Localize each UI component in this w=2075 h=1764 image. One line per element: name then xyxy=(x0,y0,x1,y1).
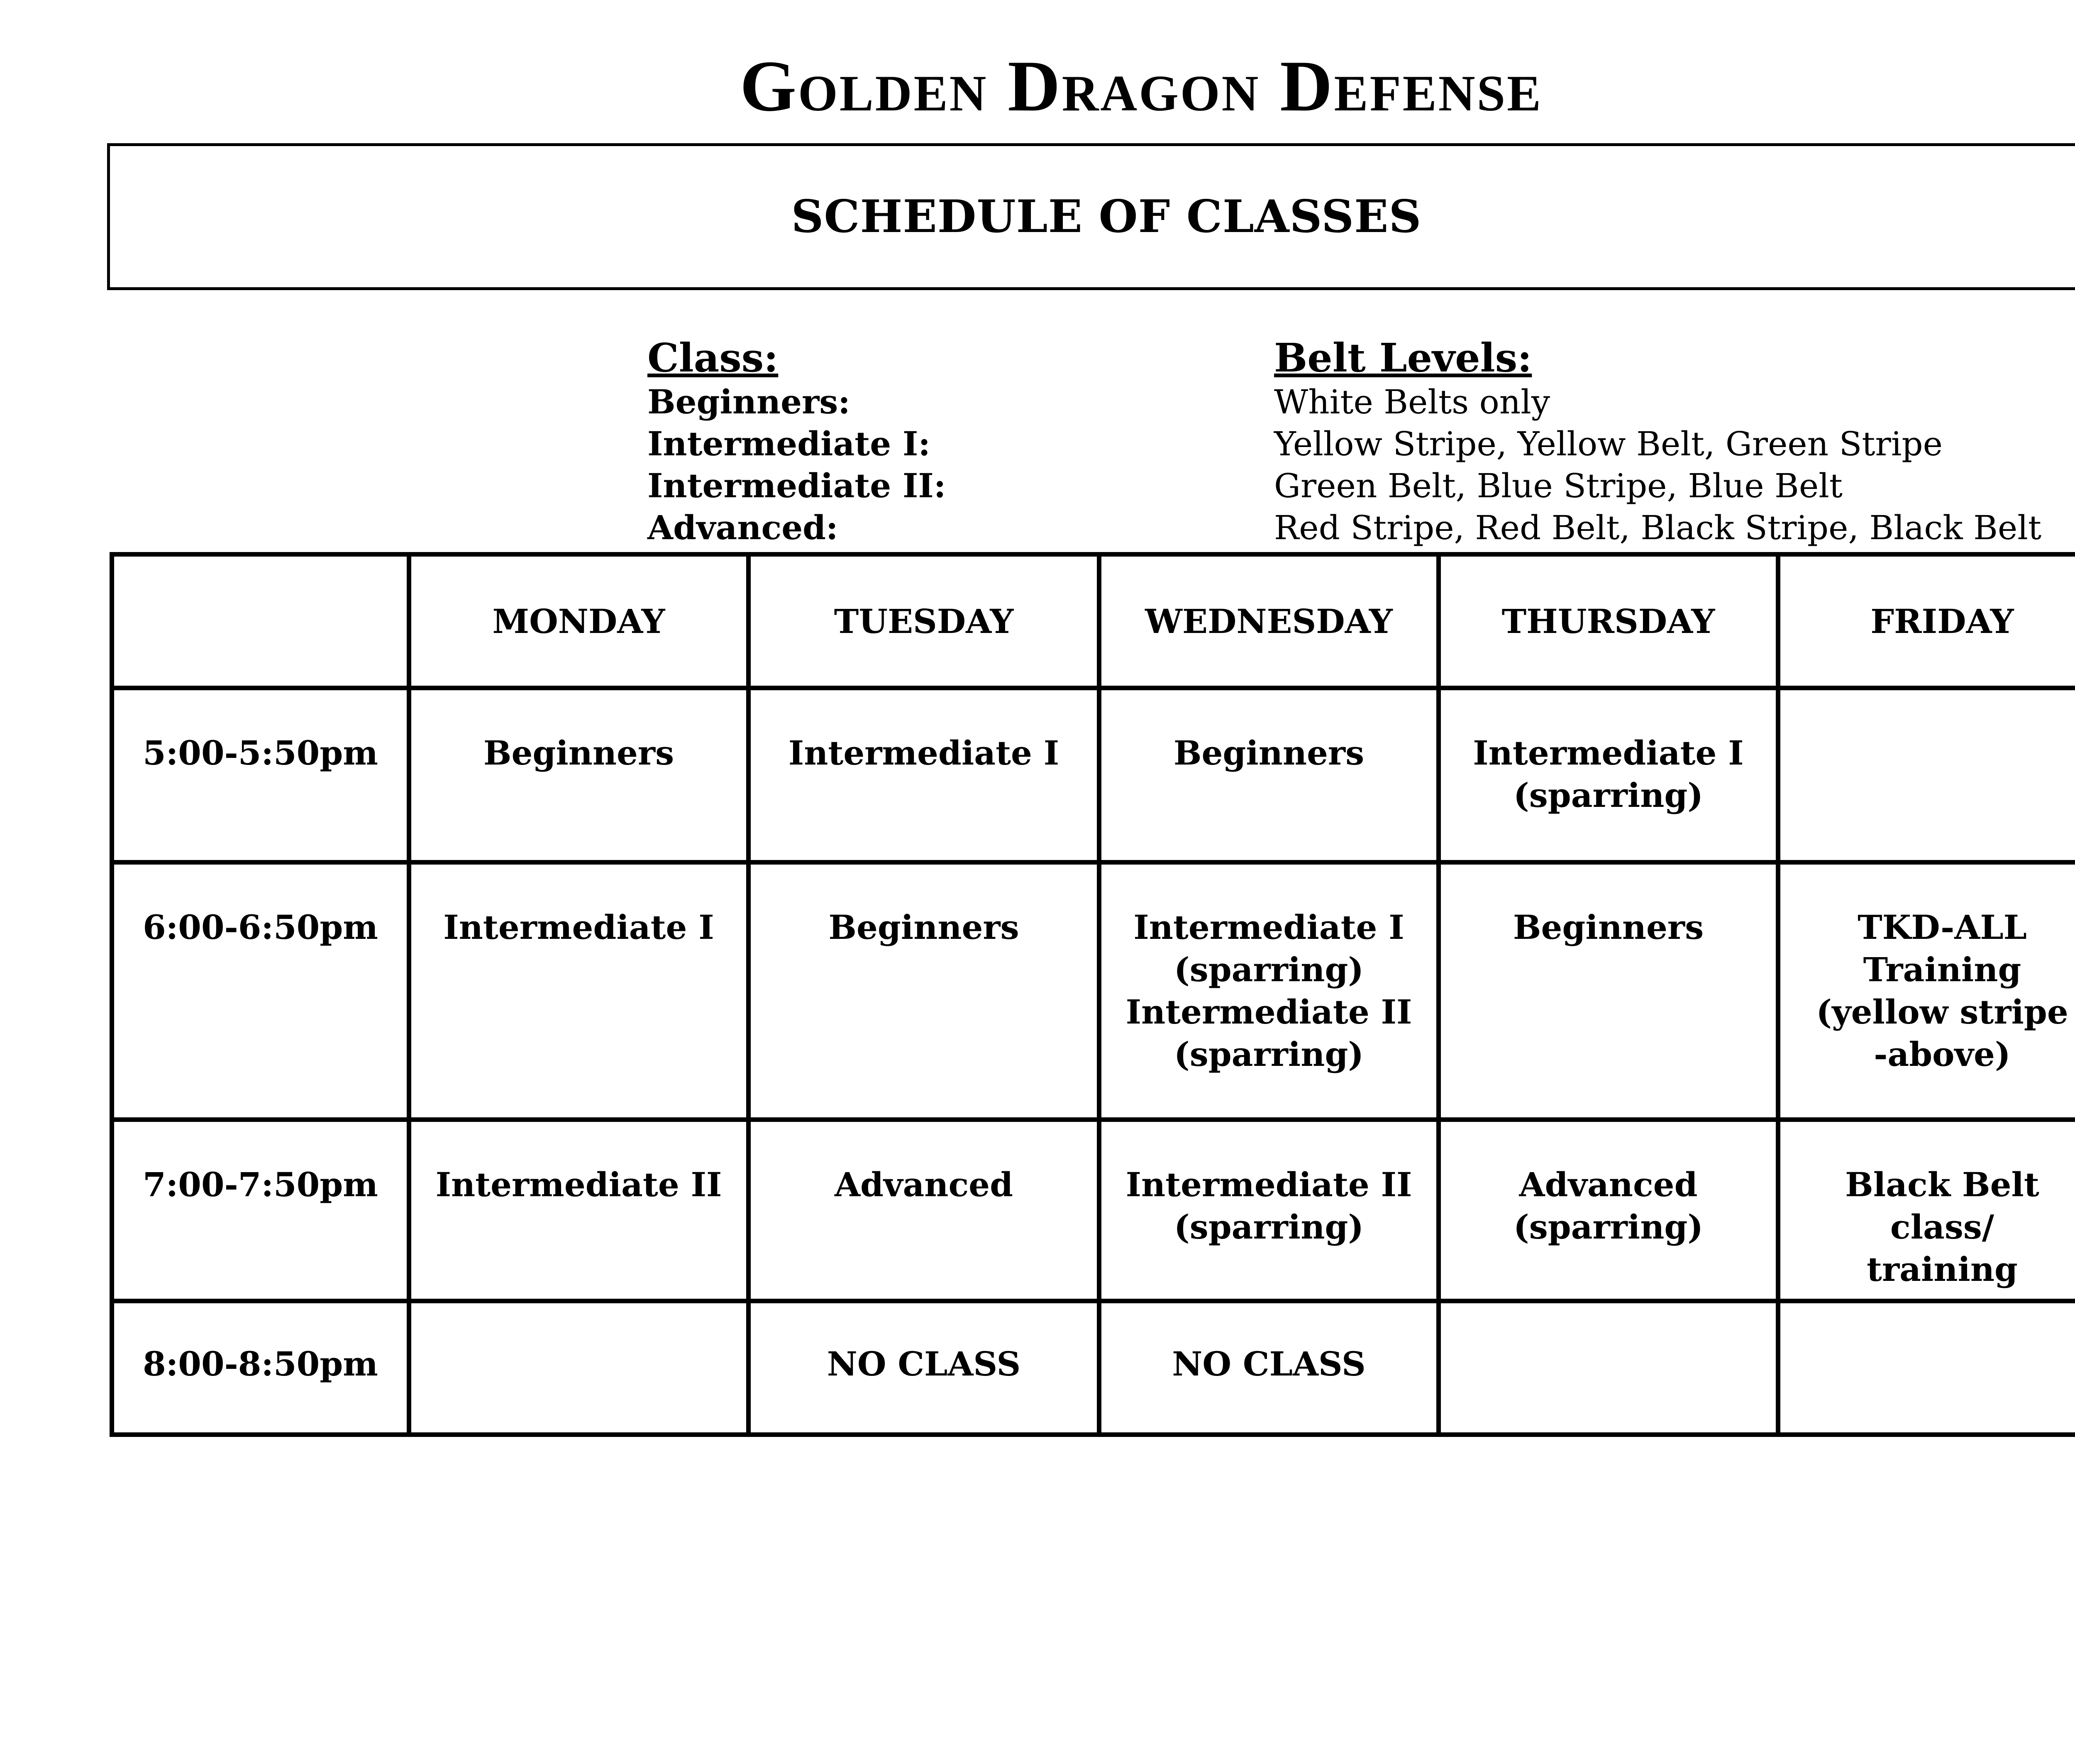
class-cell xyxy=(409,1120,749,1301)
header-day: WEDNESDAY xyxy=(1099,555,1439,688)
class-cell-line: (sparring) xyxy=(1174,1207,1364,1246)
schedule-header-row xyxy=(112,555,2075,688)
class-cell-line: Intermediate II xyxy=(1125,1165,1412,1204)
header-day: THURSDAY xyxy=(1439,555,1778,688)
class-cell-line: Intermediate I xyxy=(1473,733,1744,772)
class-cell xyxy=(1099,688,1439,862)
legend-class-intermediate-2: Intermediate II: xyxy=(647,466,946,505)
class-cell-line: (sparring) xyxy=(1513,776,1704,815)
subtitle-box xyxy=(107,143,2075,290)
class-cell xyxy=(1778,688,2075,862)
class-cell xyxy=(409,688,749,862)
class-cell-line: (sparring) xyxy=(1513,1207,1704,1246)
class-cell-line: Training xyxy=(1863,950,2021,989)
class-cell-line: Advanced xyxy=(1519,1165,1698,1204)
page-title: Golden Dragon Defense xyxy=(740,46,1543,126)
header-day: MONDAY xyxy=(409,555,749,688)
class-cell-line: Black Belt class/ xyxy=(1845,1165,2039,1246)
class-cell-line: Intermediate II xyxy=(1125,992,1412,1031)
header-day: FRIDAY xyxy=(1778,555,2075,688)
schedule-row xyxy=(112,1120,2075,1301)
class-cell-line: Beginners xyxy=(1513,908,1704,947)
class-cell-line: (yellow stripe xyxy=(1816,992,2068,1031)
schedule-row xyxy=(112,862,2075,1120)
class-cell xyxy=(1099,1301,1439,1435)
legend-belts-advanced: Red Stripe, Red Belt, Black Stripe, Black Belt xyxy=(1274,508,2041,547)
class-cell xyxy=(1439,1120,1778,1301)
class-cell xyxy=(409,1301,749,1435)
class-cell xyxy=(1778,1301,2075,1435)
time-slot-cell: 8:00-8:50pm xyxy=(112,1301,409,1435)
class-cell xyxy=(1778,1120,2075,1301)
class-cell xyxy=(1778,862,2075,1120)
legend-class-heading: Class: xyxy=(647,335,779,381)
legend-belts-beginners: White Belts only xyxy=(1274,383,1550,421)
class-cell-line: NO CLASS xyxy=(1172,1344,1366,1383)
schedule-body xyxy=(112,688,2075,1435)
legend-class-column xyxy=(647,335,946,549)
class-cell xyxy=(409,862,749,1120)
class-cell xyxy=(749,688,1099,862)
legend-class-advanced: Advanced: xyxy=(647,508,838,547)
schedule-row xyxy=(112,688,2075,862)
class-cell-line: training xyxy=(1867,1250,2018,1289)
class-cell-line: Beginners xyxy=(828,908,1019,947)
class-cell xyxy=(1099,862,1439,1120)
class-cell xyxy=(1439,862,1778,1120)
class-cell-line: (sparring) xyxy=(1174,950,1364,989)
class-cell-line: Intermediate II xyxy=(435,1165,722,1204)
class-cell-line: Beginners xyxy=(483,733,674,772)
legend-belt-column xyxy=(1274,335,2041,549)
schedule-subtitle: SCHEDULE OF CLASSES xyxy=(791,191,1422,243)
class-cell-line: Advanced xyxy=(834,1165,1013,1204)
class-cell xyxy=(1099,1120,1439,1301)
schedule-table xyxy=(110,552,2075,1437)
header-day: TUESDAY xyxy=(749,555,1099,688)
time-slot-cell: 7:00-7:50pm xyxy=(112,1120,409,1301)
class-cell xyxy=(749,1301,1099,1435)
class-cell-line: Intermediate I xyxy=(788,733,1059,772)
class-cell-line: Intermediate I xyxy=(443,908,714,947)
class-cell-line: (sparring) xyxy=(1174,1035,1364,1074)
class-cell-line: Beginners xyxy=(1173,733,1365,772)
legend-belts-intermediate-1: Yellow Stripe, Yellow Belt, Green Stripe xyxy=(1274,425,1943,463)
time-slot-cell: 5:00-5:50pm xyxy=(112,688,409,862)
header-corner-cell xyxy=(112,555,409,688)
schedule-row xyxy=(112,1301,2075,1435)
time-slot-cell: 6:00-6:50pm xyxy=(112,862,409,1120)
class-cell-line: NO CLASS xyxy=(827,1344,1021,1383)
class-cell xyxy=(749,862,1099,1120)
legend-class-intermediate-1: Intermediate I: xyxy=(647,424,930,463)
class-cell-line: TKD-ALL xyxy=(1858,908,2027,947)
class-cell xyxy=(749,1120,1099,1301)
legend-class-beginners: Beginners: xyxy=(647,382,850,421)
class-cell xyxy=(1439,1301,1778,1435)
legend-belts-intermediate-2: Green Belt, Blue Stripe, Blue Belt xyxy=(1274,467,1843,505)
class-cell xyxy=(1439,688,1778,862)
legend-belt-heading: Belt Levels: xyxy=(1274,335,1532,381)
class-cell-line: Intermediate I xyxy=(1133,908,1404,947)
class-cell-line: -above) xyxy=(1874,1035,2011,1074)
